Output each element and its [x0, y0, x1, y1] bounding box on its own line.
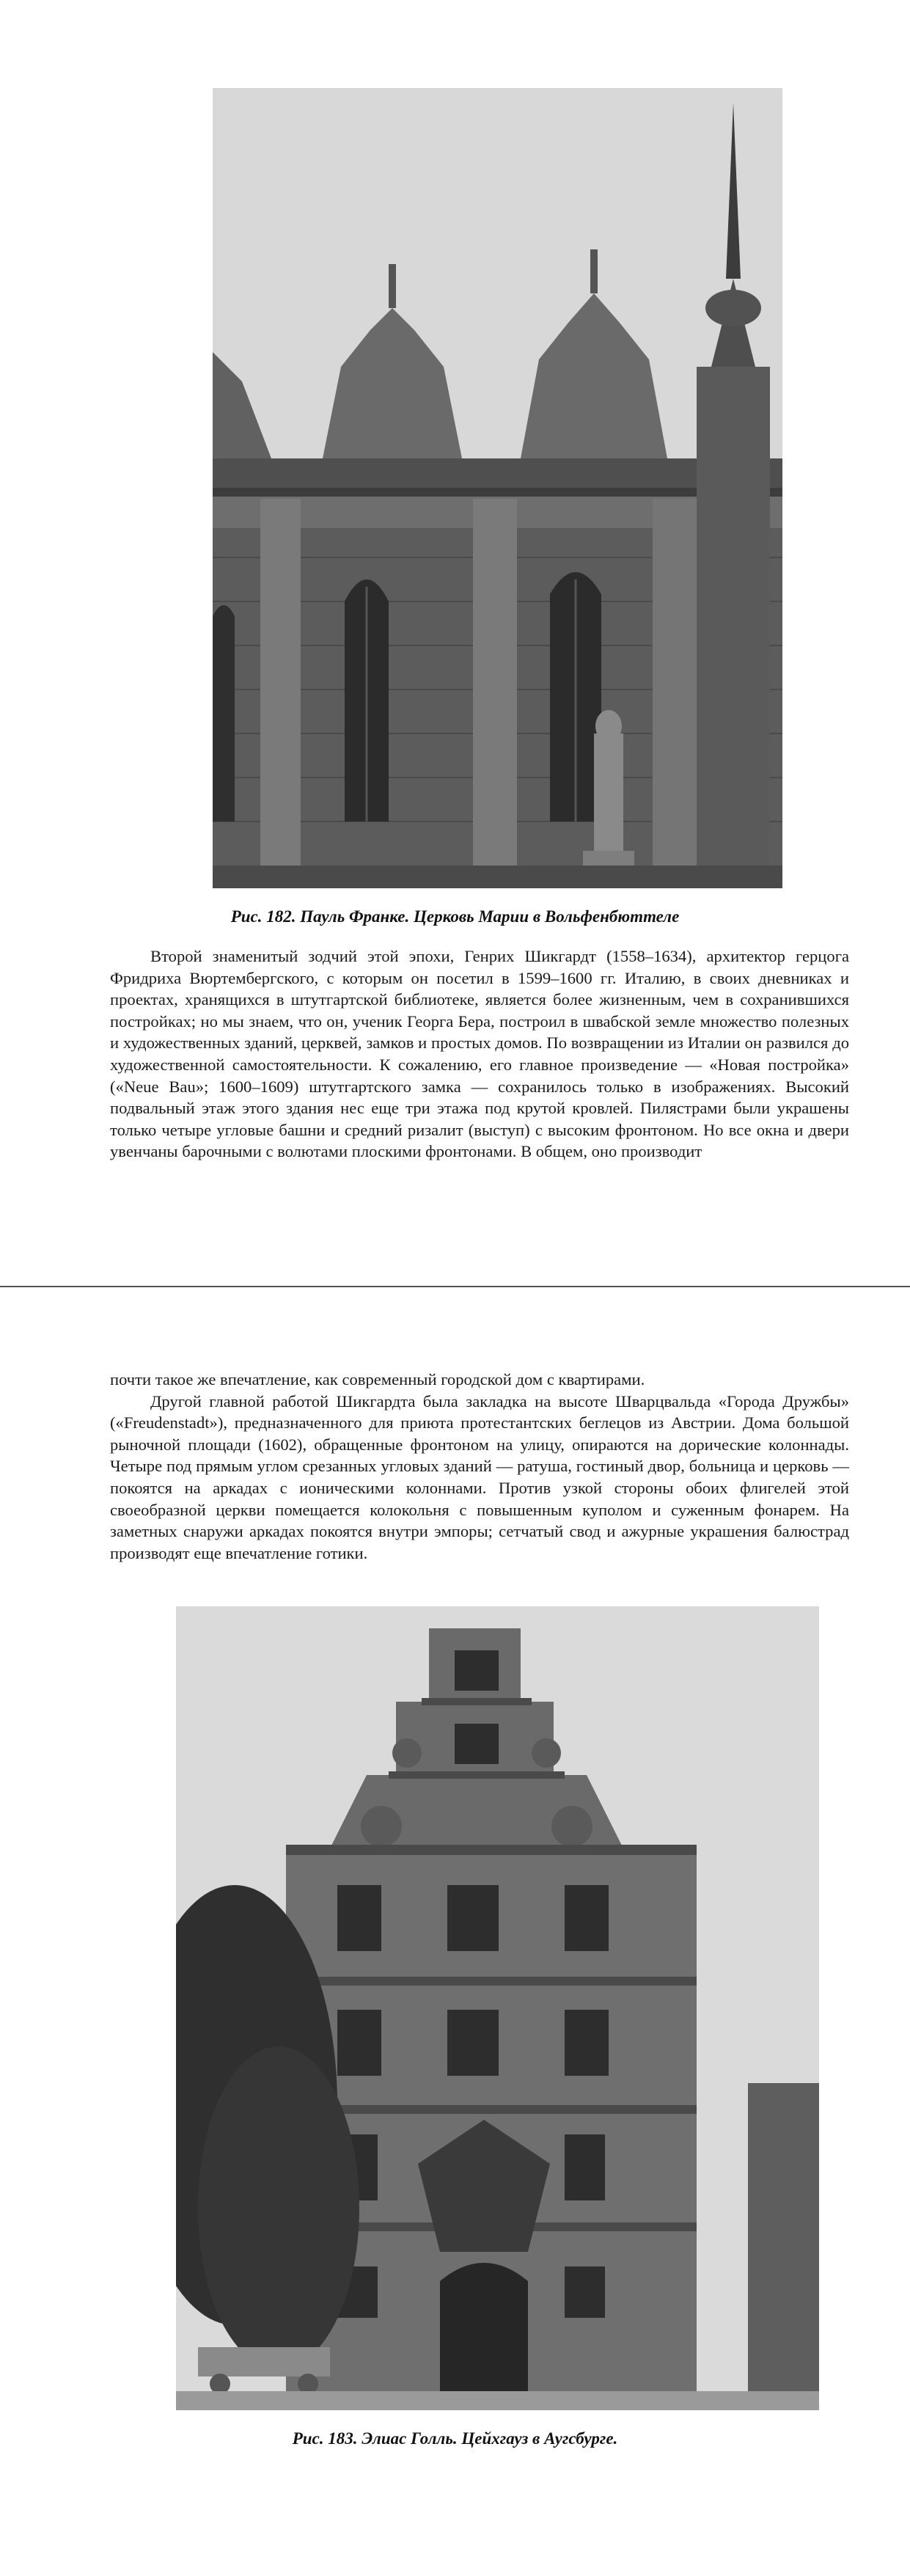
page-1: [0, 0, 910, 1286]
paragraph-schickhardt: Второй знаменитый зодчий этой эпохи, Генрих Шикгардт (1558–1634), архитектор герцога Фридриха Вюртембергского, с которым он посетил в 1599–1600 гг. Италию, в своих дневниках и проектах, хранящихся в штутгартской библиотеке, является более жизненным, чем в сохранившихся постройках; но мы знаем, что он, ученик Георга Бера, построил в швабской земле множество полезных и художественных зданий, церквей, замков и простых домов. По возвращении из Италии он развился до художественной самостоятельности. К сожалению, его главное произведение — «Новая постройка» («Neue Bau»; 1600–1609) штутгартского замка — сохранилось только в изображениях. Высокий подвальный этаж этого здания нес еще три этажа под крутой кровлей. Пилястрами были украшены только четыре угловые башни и средний ризалит (выступ) с высоким фронтоном. Но все окна и двери увенчаны барочными с волютами плоскими фронтонами. В общем, оно производит: [110, 947, 849, 1161]
page-2-text: [110, 1369, 849, 1564]
paragraph-continuation: почти такое же впечатление, как современный городской дом с квартирами.: [110, 1370, 645, 1388]
paragraph-freudenstadt: Другой главной работой Шикгардта была закладка на высоте Шварцвальда «Города Дружбы» («Freudenstadt»), предназначенного для приюта протестантских беглецов из Австрии. Дома большой рыночной площади (1602), обращенные фронтоном на улицу, опираются на дорические колоннады. Четыре под прямым углом срезанных угловых зданий — ратуша, гостиный двор, больница и церковь — покоятся на аркадах с ионическими колоннами. Против узкой стороны обоих флигелей этой своеобразной церкви помещается колокольня с повышенным куполом и суженным фонарем. На заметных снаружи аркадах покоятся внутри эмпоры; сетчатый свод и ажурные украшения балюстрад производят еще впечатление готики.: [110, 1391, 849, 1562]
page-2: [0, 1287, 910, 2576]
figure-182-caption: Рис. 182. Пауль Франке. Церковь Марии в Вольфенбюттеле: [230, 907, 680, 926]
figure-183-caption: Рис. 183. Элиас Голль. Цейхгауз в Аугсбурге.: [292, 2429, 618, 2448]
page-1-text: [110, 945, 849, 1163]
augsburg-zeughaus-illustration: [176, 1606, 819, 2410]
church-of-st-mary-illustration: [213, 88, 782, 888]
figure-182-photo: [213, 88, 782, 888]
figure-183-photo: [176, 1606, 819, 2410]
